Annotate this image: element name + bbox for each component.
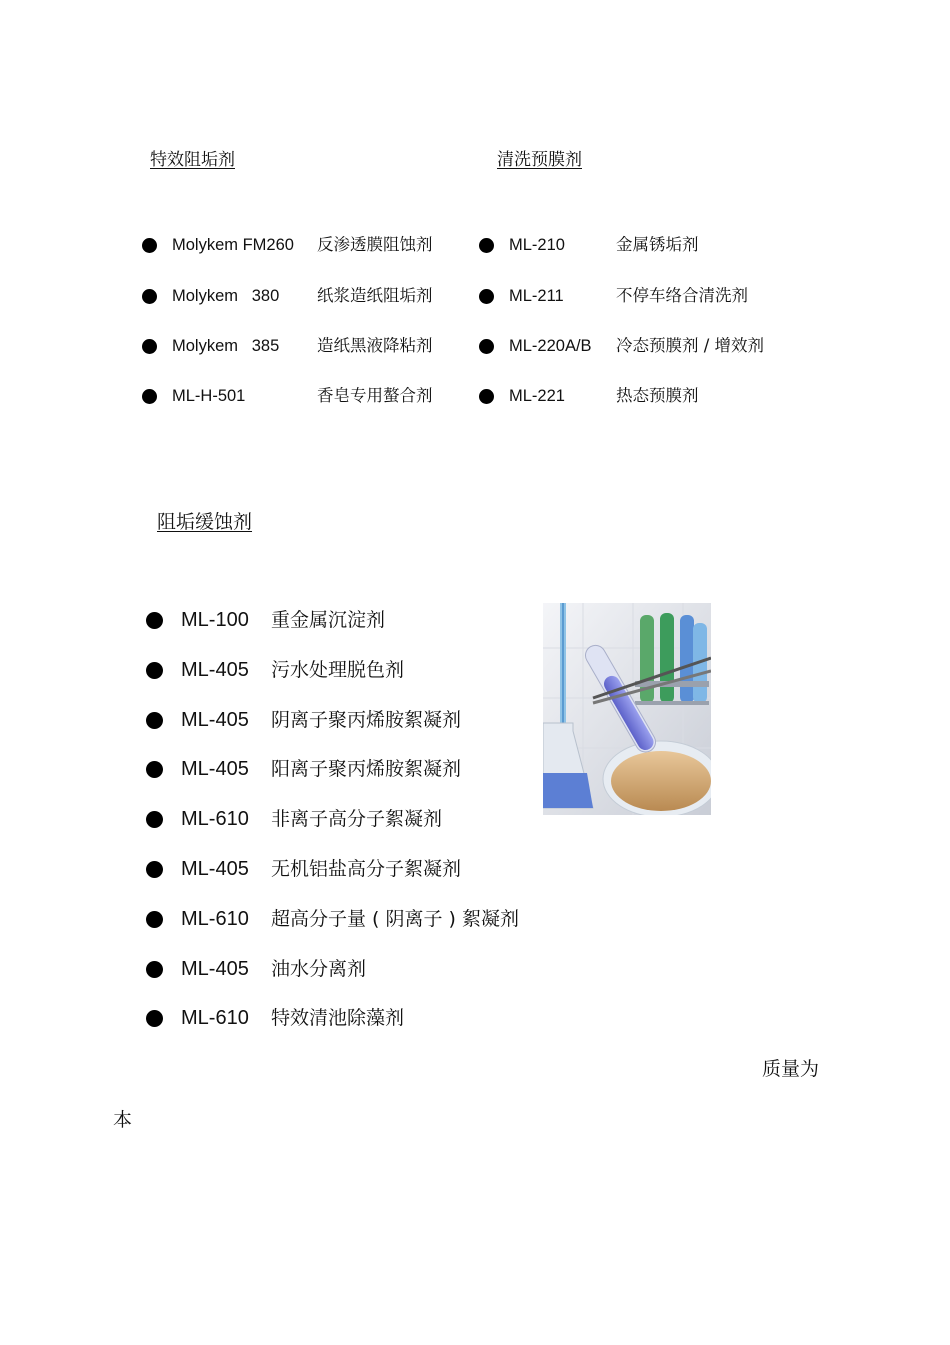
bullet-icon <box>479 289 494 304</box>
bullet-icon <box>146 712 163 729</box>
section-title-scale-corrosion: 阻垢缓蚀剂 <box>157 511 253 533</box>
bullet-icon <box>142 289 157 304</box>
product-desc: 金属锈垢剂 <box>616 235 699 254</box>
product-code: ML-610 <box>181 908 249 930</box>
bullet-icon <box>142 389 157 404</box>
product-code: ML-610 <box>181 1007 249 1029</box>
product-desc: 香皂专用螯合剂 <box>317 386 433 405</box>
product-desc: 造纸黑液降粘剂 <box>317 336 433 355</box>
product-code: ML-220A/B <box>509 337 592 355</box>
bullet-icon <box>146 861 163 878</box>
product-code: ML-405 <box>181 758 249 780</box>
product-code: Molykem 380 <box>172 287 280 305</box>
product-desc: 反渗透膜阻蚀剂 <box>317 235 433 254</box>
footer-text-line2: 本 <box>113 1109 133 1131</box>
product-code: ML-405 <box>181 709 249 731</box>
bullet-icon <box>479 389 494 404</box>
product-code: ML-221 <box>509 387 565 405</box>
bullet-icon <box>146 612 163 629</box>
product-code: Molykem FM260 <box>172 236 294 254</box>
bullet-icon <box>146 662 163 679</box>
bullet-icon <box>479 238 494 253</box>
product-desc: 阴离子聚丙烯胺絮凝剂 <box>271 709 462 731</box>
product-desc: 无机铝盐高分子絮凝剂 <box>271 858 462 880</box>
product-code: ML-405 <box>181 858 249 880</box>
product-code: ML-H-501 <box>172 387 246 405</box>
laboratory-glassware-photo <box>543 603 711 815</box>
product-desc: 超高分子量 ( 阴离子 ) 絮凝剂 <box>271 908 519 930</box>
product-desc: 油水分离剂 <box>271 958 367 980</box>
product-desc: 纸浆造纸阻垢剂 <box>317 286 433 305</box>
product-desc: 非离子高分子絮凝剂 <box>271 808 443 830</box>
product-desc: 特效清池除藻剂 <box>271 1007 405 1029</box>
product-desc: 不停车络合清洗剂 <box>616 286 748 305</box>
product-desc: 重金属沉淀剂 <box>271 609 386 631</box>
section-title-cleaning: 清洗预膜剂 <box>497 150 582 170</box>
product-code: Molykem 385 <box>172 337 280 355</box>
product-code: ML-100 <box>181 609 249 631</box>
bullet-icon <box>146 811 163 828</box>
bullet-icon <box>146 961 163 978</box>
product-code: ML-405 <box>181 659 249 681</box>
product-desc: 热态预膜剂 <box>616 386 699 405</box>
bullet-icon <box>142 238 157 253</box>
bullet-icon <box>146 1010 163 1027</box>
product-code: ML-210 <box>509 236 565 254</box>
section-title-antiscalant: 特效阻垢剂 <box>150 150 235 170</box>
product-desc: 污水处理脱色剂 <box>271 659 405 681</box>
footer-text-line1: 质量为 <box>762 1058 820 1080</box>
bullet-icon <box>479 339 494 354</box>
bullet-icon <box>146 761 163 778</box>
bullet-icon <box>142 339 157 354</box>
product-code: ML-211 <box>509 287 564 305</box>
product-code: ML-405 <box>181 958 249 980</box>
product-code: ML-610 <box>181 808 249 830</box>
product-desc: 冷态预膜剂 / 增效剂 <box>616 336 765 355</box>
product-desc: 阳离子聚丙烯胺絮凝剂 <box>271 758 462 780</box>
bullet-icon <box>146 911 163 928</box>
